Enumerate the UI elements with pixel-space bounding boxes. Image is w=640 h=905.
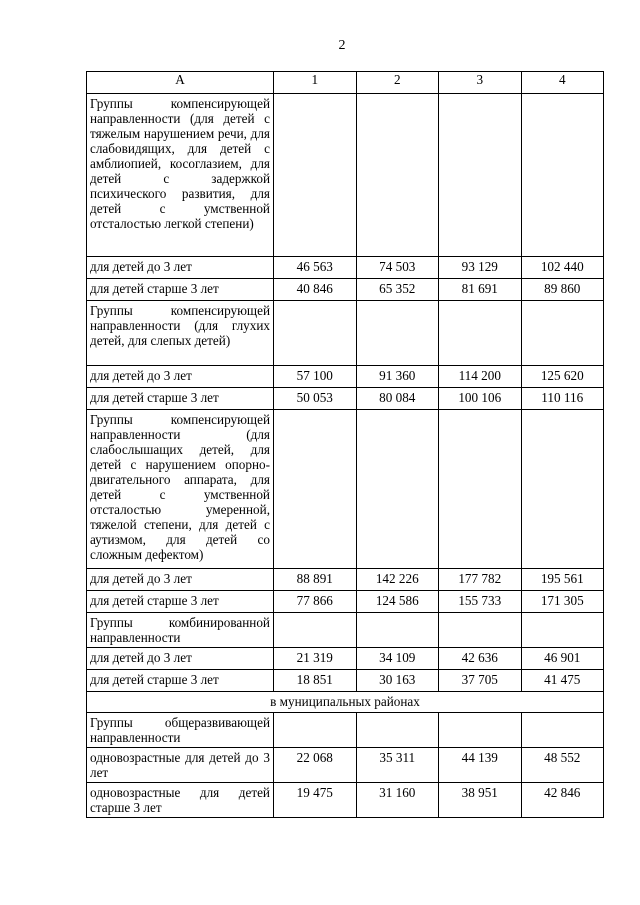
value-cell: 38 951 [439,783,522,818]
table-row [87,366,604,388]
row-label: для детей до 3 лет [87,569,274,591]
value-cell: 42 636 [439,648,522,670]
value-cell: 37 705 [439,670,522,692]
row-label: для детей старше 3 лет [87,591,274,613]
section-heading-row [87,692,604,713]
value-cell: 31 160 [356,783,439,818]
value-cell: 65 352 [356,279,439,301]
group-title-row [87,410,604,569]
table-row [87,648,604,670]
value-cell: 42 846 [521,783,604,818]
value-cell: 18 851 [274,670,357,692]
tariff-table [86,71,604,818]
group-title: Группы компенсирующей направленности (для слабослышащих детей, для детей с нарушением опорно-двигательного аппарата, для детей с умственной отсталостью умеренной, тяжелой степени, для детей с аутизмом, для детей со сложным дефектом) [87,410,274,569]
table-row [87,748,604,783]
table-row [87,388,604,410]
value-cell: 114 200 [439,366,522,388]
value-cell: 41 475 [521,670,604,692]
value-cell: 46 901 [521,648,604,670]
header-col-1: 1 [274,72,357,94]
table-row [87,783,604,818]
group-title: Группы комбинированной направленности [87,613,274,648]
row-label: для детей старше 3 лет [87,388,274,410]
value-cell: 81 691 [439,279,522,301]
row-label: одновозрастные для детей до 3 лет [87,748,274,783]
value-cell: 177 782 [439,569,522,591]
value-cell: 22 068 [274,748,357,783]
header-col-2: 2 [356,72,439,94]
header-col-a: А [87,72,274,94]
value-cell: 50 053 [274,388,357,410]
group-title-row [87,613,604,648]
page-number: 2 [338,38,346,53]
group-title: Группы компенсирующей направленности (для детей с тяжелым нарушением речи, для слабовидящих, для детей с амблиопией, косоглазием, для детей с задержкой психического развития, для детей с умственной отсталостью легкой степени) [87,94,274,257]
row-label: для детей старше 3 лет [87,279,274,301]
value-cell: 142 226 [356,569,439,591]
value-cell: 48 552 [521,748,604,783]
table-row [87,569,604,591]
value-cell: 21 319 [274,648,357,670]
value-cell: 80 084 [356,388,439,410]
header-col-4: 4 [521,72,604,94]
group-title: Группы общеразвивающей направленности [87,713,274,748]
value-cell: 88 891 [274,569,357,591]
header-col-3: 3 [439,72,522,94]
table-row [87,279,604,301]
row-label: одновозрастные для детей старше 3 лет [87,783,274,818]
value-cell: 30 163 [356,670,439,692]
value-cell: 171 305 [521,591,604,613]
row-label: для детей до 3 лет [87,257,274,279]
value-cell: 91 360 [356,366,439,388]
value-cell: 110 116 [521,388,604,410]
value-cell: 93 129 [439,257,522,279]
value-cell: 34 109 [356,648,439,670]
value-cell: 195 561 [521,569,604,591]
group-title-row [87,713,604,748]
value-cell: 77 866 [274,591,357,613]
value-cell: 102 440 [521,257,604,279]
row-label: для детей старше 3 лет [87,670,274,692]
table-row [87,670,604,692]
value-cell: 19 475 [274,783,357,818]
value-cell: 74 503 [356,257,439,279]
row-label: для детей до 3 лет [87,648,274,670]
value-cell: 35 311 [356,748,439,783]
section-heading: в муниципальных районах [87,692,604,713]
value-cell: 40 846 [274,279,357,301]
value-cell: 125 620 [521,366,604,388]
group-title-row [87,94,604,257]
group-title-row [87,301,604,366]
table-row [87,591,604,613]
value-cell: 124 586 [356,591,439,613]
value-cell: 155 733 [439,591,522,613]
table-row [87,257,604,279]
value-cell: 89 860 [521,279,604,301]
value-cell: 44 139 [439,748,522,783]
row-label: для детей до 3 лет [87,366,274,388]
value-cell: 100 106 [439,388,522,410]
value-cell: 46 563 [274,257,357,279]
table-header-row [87,72,604,94]
group-title: Группы компенсирующей направленности (для глухих детей, для слепых детей) [87,301,274,366]
value-cell: 57 100 [274,366,357,388]
